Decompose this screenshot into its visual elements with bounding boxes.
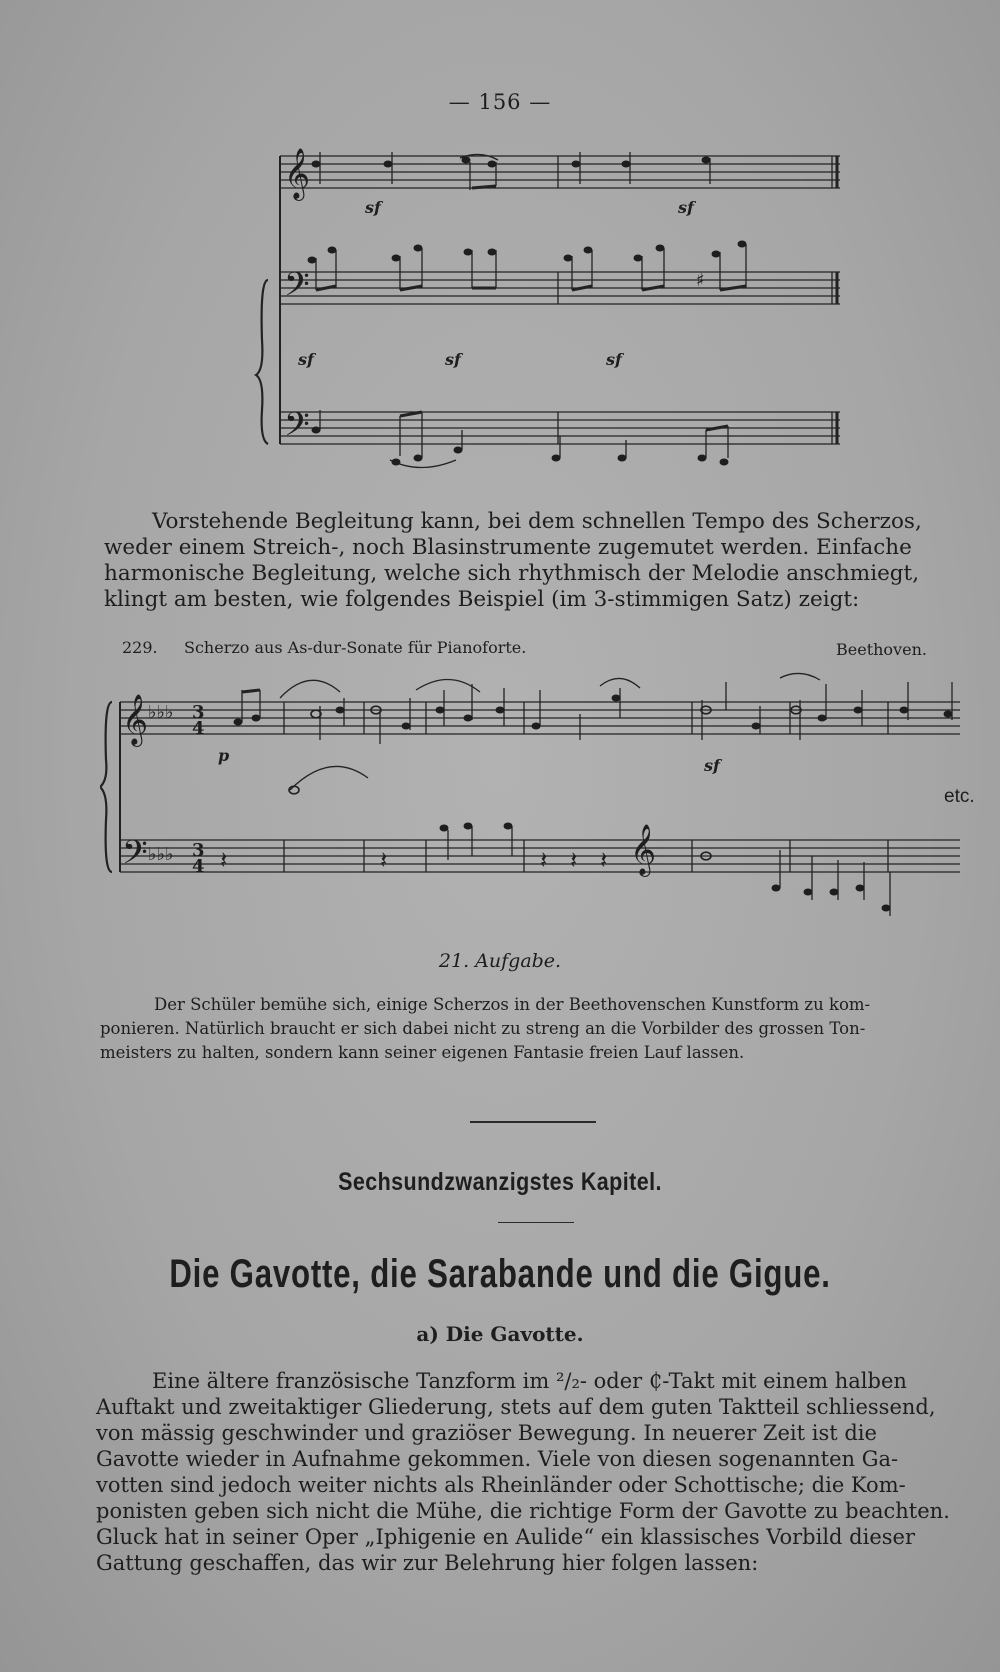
dynamic-sf: sf [678, 198, 694, 217]
svg-text:4: 4 [192, 856, 205, 877]
text-line: Der Schüler bemühe sich, einige Scherzos in der Beethovenschen Kunstform zu kom- [154, 995, 871, 1014]
divider-rule [498, 1222, 574, 1223]
text-line: klingt am besten, wie folgendes Beispiel (im 3-stimmigen Satz) zeigt: [104, 587, 860, 612]
paragraph-accompaniment [104, 509, 979, 613]
text-line: Gavotte wieder in Aufnahme gekommen. Viele von diesen sogenannten Ga- [96, 1447, 899, 1471]
text-line: ponisten geben sich nicht die Mühe, die richtige Form der Gavotte zu beachten. [96, 1499, 950, 1523]
dynamic-sf: sf [365, 198, 381, 217]
task-title: 21. Aufgabe. [438, 950, 562, 972]
task-text [100, 993, 980, 1065]
example-caption: Scherzo aus As-dur-Sonate für Pianoforte. [184, 638, 527, 657]
text-line: weder einem Streich-, noch Blasinstrumente zugemutet werden. Einfache [104, 535, 912, 560]
text-line: Auftakt und zweitaktiger Gliederung, stets auf dem guten Taktteil schliessend, [96, 1395, 936, 1419]
svg-text:𝄞: 𝄞 [284, 148, 311, 199]
text-line: meisters zu halten, sondern kann seiner eigenen Fantasie freien Lauf lassen. [100, 1043, 745, 1062]
dynamic-sf: sf [445, 350, 461, 369]
page-number: — 156 — [448, 90, 552, 114]
svg-text:♯: ♯ [696, 270, 705, 291]
svg-text:𝄽: 𝄽 [570, 846, 578, 874]
svg-text:𝄞: 𝄞 [630, 824, 657, 875]
example-composer: Beethoven. [836, 640, 927, 659]
chapter-heading: Sechsundzwanzigstes Kapitel. [338, 1168, 662, 1196]
etc-label: etc. [944, 786, 975, 807]
paragraph-gavotte [96, 1368, 970, 1576]
divider-rule [470, 1121, 596, 1123]
svg-text:4: 4 [192, 718, 205, 739]
text-line: harmonische Begleitung, welche sich rhythmisch der Melodie anschmiegt, [104, 561, 920, 586]
example-number: 229. [122, 638, 158, 657]
music-example-scherzo [100, 670, 980, 950]
svg-text:𝄢: 𝄢 [284, 266, 310, 312]
svg-text:𝄽: 𝄽 [380, 846, 388, 874]
dynamic-p: p [218, 746, 230, 765]
svg-text:𝄽: 𝄽 [540, 846, 548, 874]
svg-text:𝄢: 𝄢 [122, 834, 148, 880]
svg-text:3: 3 [192, 702, 205, 723]
text-line: ponieren. Natürlich braucht er sich dabei nicht zu streng an die Vorbilder des grossen Ton- [100, 1019, 866, 1038]
svg-text:3: 3 [192, 840, 205, 861]
dynamic-sf: sf [606, 350, 622, 369]
svg-text:𝄽: 𝄽 [220, 846, 228, 874]
dynamic-sf: sf [704, 756, 720, 775]
text-line: von mässig geschwinder und graziöser Bewegung. In neuerer Zeit ist die [96, 1421, 877, 1445]
text-line: Gattung geschaffen, das wir zur Belehrung hier folgen lassen: [96, 1551, 759, 1575]
text-line: votten sind jedoch weiter nichts als Rheinländer oder Schottische; die Kom- [96, 1473, 906, 1497]
svg-text:𝄞: 𝄞 [122, 694, 149, 745]
text-line: Gluck hat in seiner Oper „Iphigenie en Aulide“ ein klassisches Vorbild dieser [96, 1525, 916, 1549]
svg-text:𝄢: 𝄢 [284, 406, 310, 452]
section-title: Die Gavotte, die Sarabande und die Gigue. [169, 1252, 831, 1296]
music-example-top [240, 140, 840, 470]
svg-text:𝄽: 𝄽 [600, 846, 608, 874]
svg-text:♭♭♭: ♭♭♭ [148, 702, 174, 723]
svg-text:♭♭♭: ♭♭♭ [148, 844, 174, 865]
section-subtitle: a) Die Gavotte. [416, 1322, 584, 1346]
text-line: Eine ältere französische Tanzform im ²/₂- oder ₵-Takt mit einem halben [152, 1369, 907, 1393]
text-line: Vorstehende Begleitung kann, bei dem schnellen Tempo des Scherzos, [152, 509, 922, 534]
dynamic-sf: sf [298, 350, 314, 369]
